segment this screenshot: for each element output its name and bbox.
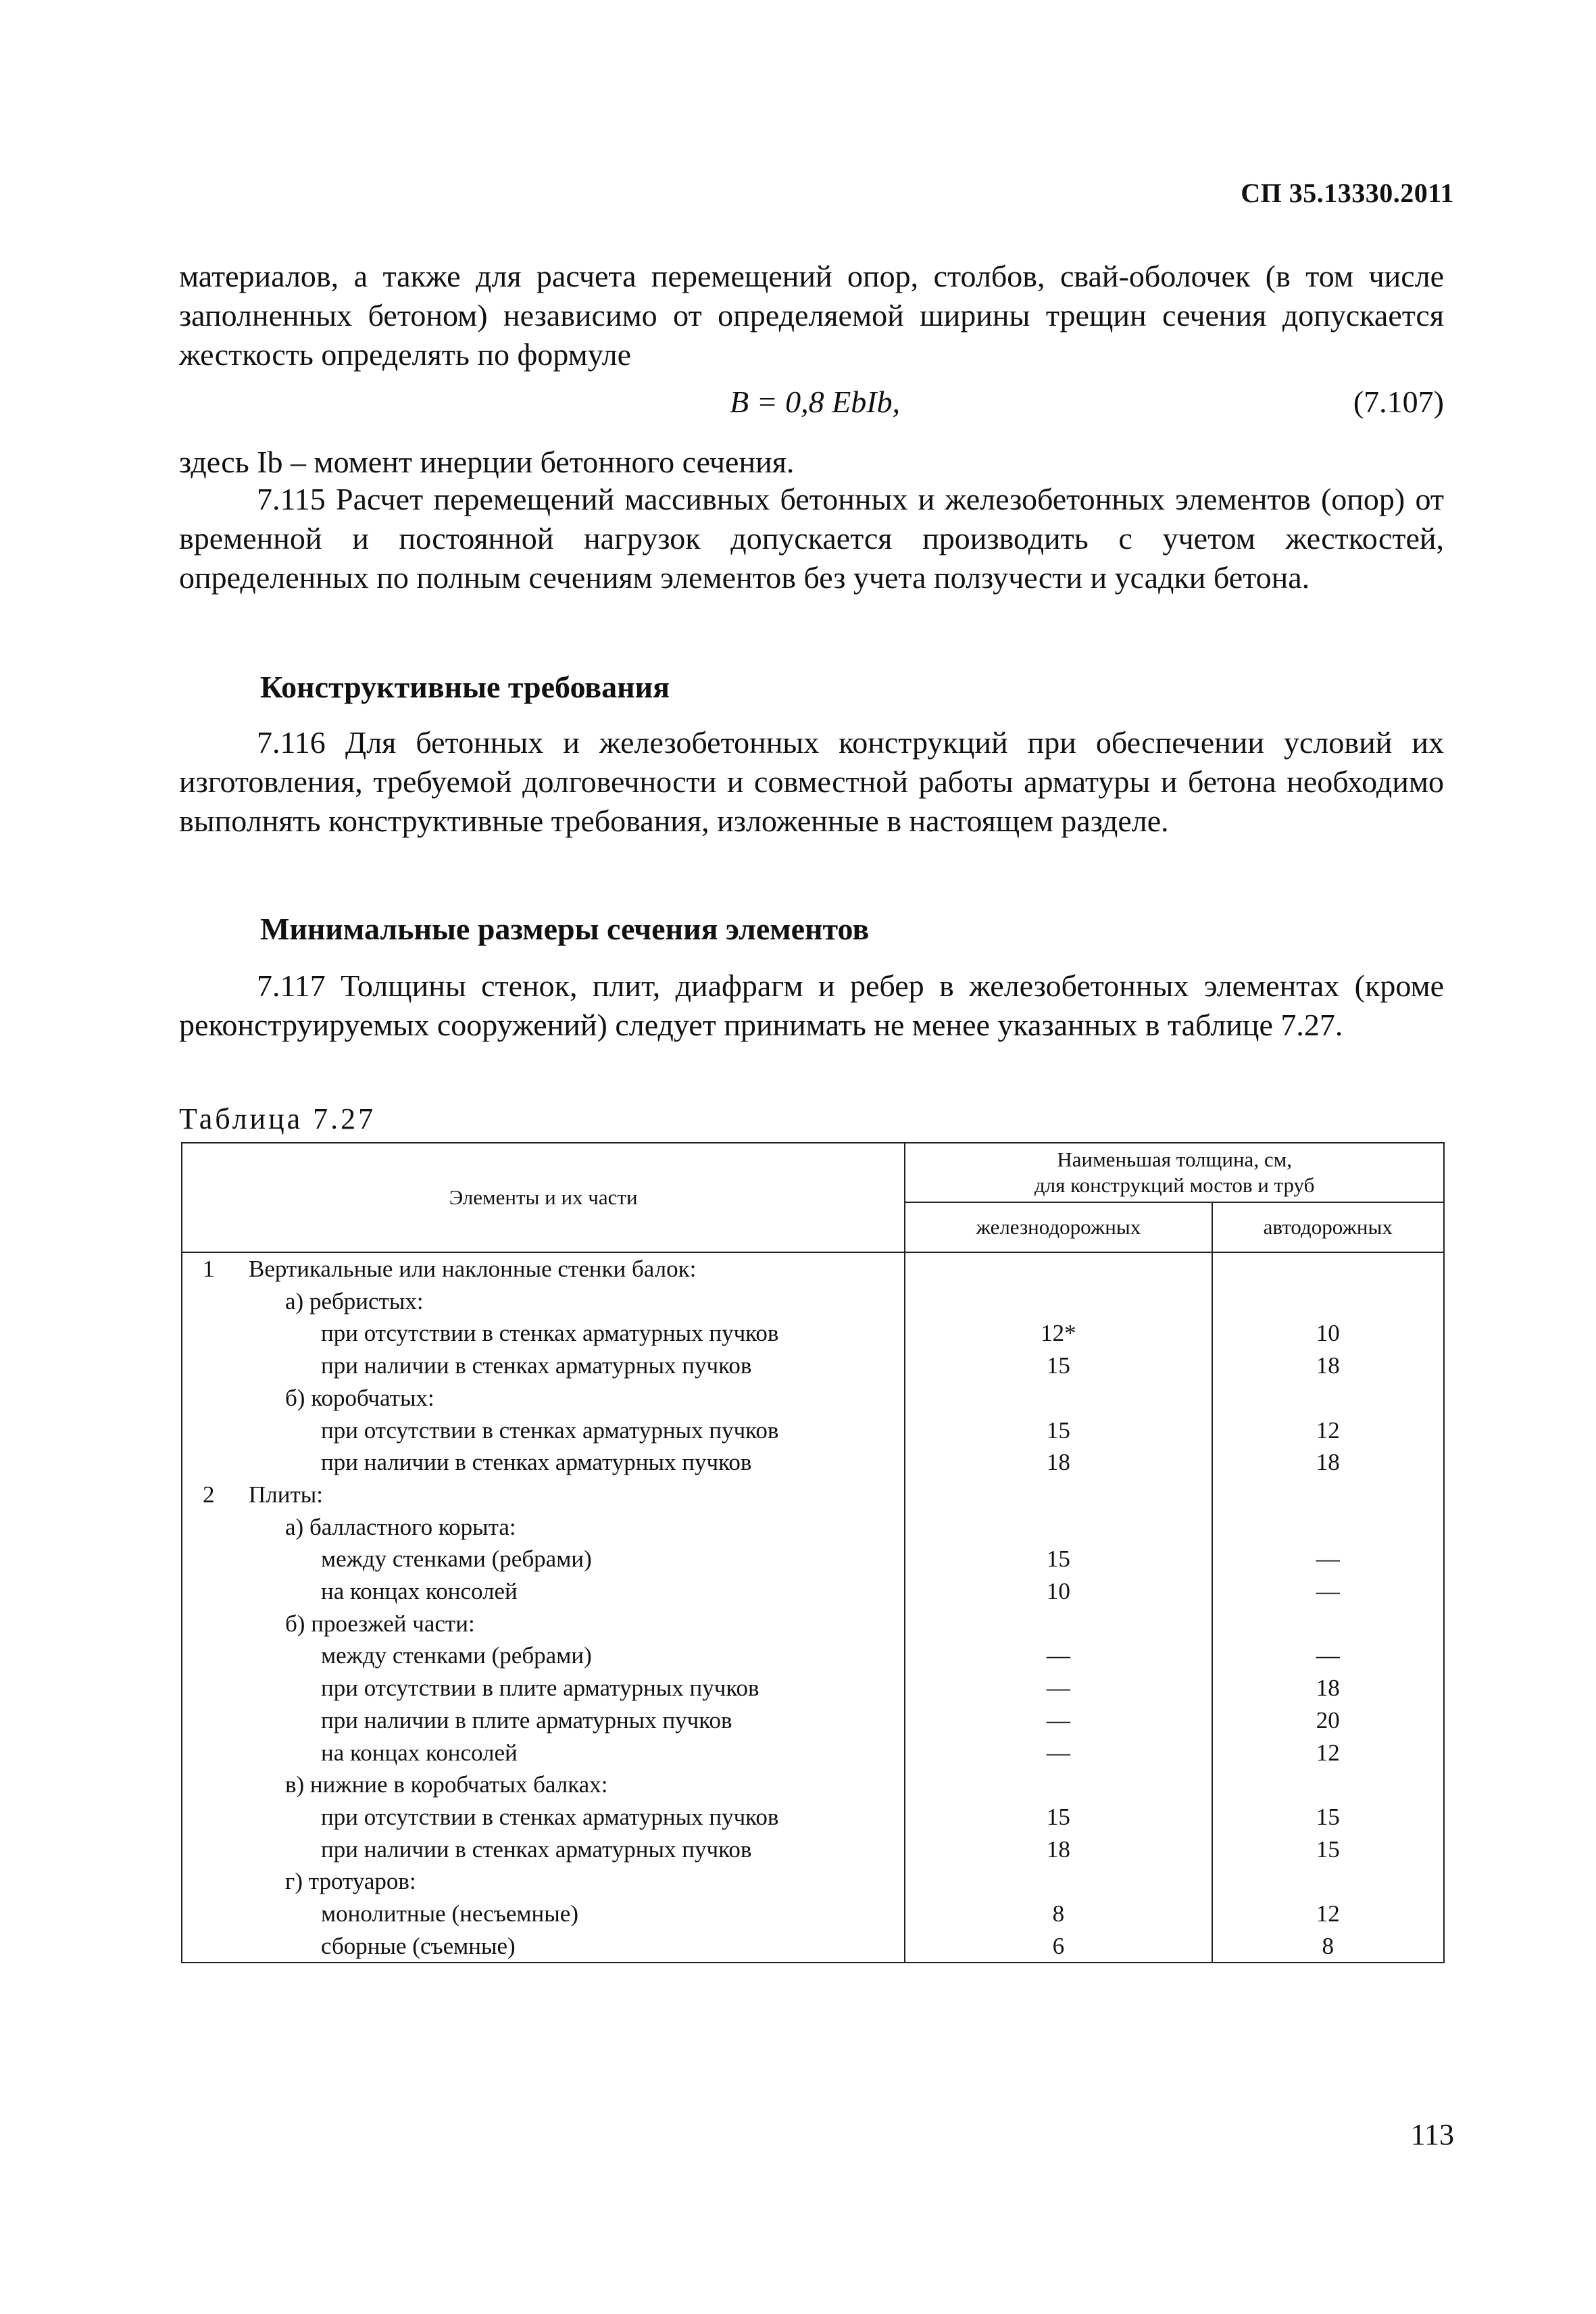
header-roadway: автодорожных [1212,1202,1444,1252]
element-label: между стенками (ребрами) [321,1642,592,1669]
table-row [182,1898,1444,1930]
cell-rail-thickness: 18 [905,1833,1212,1866]
cell-road-thickness [1212,1608,1444,1640]
cell-road-thickness: — [1212,1543,1444,1575]
section-title-minimum-dimensions: Минимальные размеры сечения элементов [260,912,870,946]
cell-road-thickness: — [1212,1640,1444,1672]
paragraph-7-117: 7.117 Толщины стенок, плит, диафрагм и ребер в железобетонных элементах (кроме реконструируемых сооружений) следует принимать не менее указанных в таблице 7.27. [179,968,1444,1042]
cell-rail-thickness: 15 [905,1350,1212,1382]
cell-road-thickness: 18 [1212,1672,1444,1704]
cell-element [182,1382,905,1414]
table-row [182,1252,1444,1285]
paragraph-7-115: 7.115 Расчет перемещений массивных бетонных и железобетонных элементов (опор) от временной и постоянной нагрузок допускается производить с учетом жесткостей, определенных по полным сечениям элементов без учета ползучести и усадки бетона. [179,482,1444,595]
formula-number: (7.107) [1353,385,1444,419]
cell-element [182,1252,905,1285]
element-label: при отсутствии в плите арматурных пучков [321,1675,759,1702]
element-label: б) коробчатых: [285,1384,434,1411]
cell-element [182,1350,905,1382]
paragraph-formula-note: здесь Ib – момент инерции бетонного сечения. [179,445,795,479]
element-label: при наличии в стенках арматурных пучков [321,1449,752,1476]
cell-rail-thickness: 8 [905,1898,1212,1930]
cell-element [182,1446,905,1479]
cell-rail-thickness: 6 [905,1930,1212,1963]
element-label: в) нижние в коробчатых балках: [285,1771,608,1798]
element-label: Вертикальные или наклонные стенки балок: [249,1256,697,1282]
formula: B = 0,8 EbIb, [730,385,901,419]
element-label: на концах консолей [321,1578,518,1605]
cell-rail-thickness: — [905,1737,1212,1769]
table-row [182,1865,1444,1898]
element-label: б) проезжей части: [285,1610,475,1637]
cell-rail-thickness: 10 [905,1575,1212,1608]
header-thickness [905,1143,1444,1202]
cell-element [182,1865,905,1898]
cell-rail-thickness: — [905,1672,1212,1704]
cell-element [182,1898,905,1930]
cell-road-thickness: — [1212,1575,1444,1608]
cell-rail-thickness [905,1285,1212,1318]
element-label: а) балластного корыта: [285,1513,516,1540]
cell-rail-thickness: 15 [905,1801,1212,1833]
table-row [182,1479,1444,1511]
cell-road-thickness: 12 [1212,1737,1444,1769]
row-number: 1 [203,1256,215,1282]
cell-rail-thickness: 12* [905,1317,1212,1350]
cell-road-thickness: 8 [1212,1930,1444,1963]
cell-road-thickness: 12 [1212,1414,1444,1447]
cell-element [182,1833,905,1866]
element-label: при отсутствии в стенках арматурных пучков [321,1320,779,1347]
cell-road-thickness: 12 [1212,1898,1444,1930]
element-label: Плиты: [249,1481,324,1508]
cell-rail-thickness: 15 [905,1543,1212,1575]
cell-element [182,1479,905,1511]
cell-element [182,1414,905,1447]
table-row [182,1382,1444,1414]
table-row [182,1608,1444,1640]
table-row [182,1350,1444,1382]
table-row [182,1511,1444,1544]
element-label: на концах консолей [321,1739,518,1766]
element-label: при наличии в стенках арматурных пучков [321,1836,752,1863]
element-label: а) ребристых: [285,1287,424,1314]
element-label: сборные (съемные) [321,1932,516,1959]
header-thickness-line1: Наименьшая толщина, см, [1057,1148,1292,1171]
table-body [182,1252,1444,1963]
cell-rail-thickness: 15 [905,1414,1212,1447]
formula-row [179,384,1444,423]
cell-rail-thickness [905,1382,1212,1414]
cell-road-thickness: 10 [1212,1317,1444,1350]
table-row [182,1317,1444,1350]
paragraph-intro: материалов, а также для расчета перемещений опор, столбов, свай-оболочек (в том числе заполненных бетоном) независимо от определяемой ширины трещин сечения допускается жесткость определять по формуле [179,259,1444,372]
row-number: 2 [203,1481,215,1508]
table-row [182,1769,1444,1801]
table-row [182,1704,1444,1737]
table-row [182,1543,1444,1575]
cell-rail-thickness [905,1479,1212,1511]
cell-rail-thickness [905,1608,1212,1640]
cell-rail-thickness [905,1252,1212,1285]
cell-road-thickness: 18 [1212,1446,1444,1479]
cell-road-thickness [1212,1285,1444,1318]
table-row [182,1414,1444,1447]
element-label: г) тротуаров: [285,1868,416,1895]
table-row [182,1737,1444,1769]
cell-element [182,1672,905,1704]
element-label: при наличии в плите арматурных пучков [321,1706,732,1733]
cell-element [182,1608,905,1640]
table-row [182,1575,1444,1608]
element-label: при отсутствии в стенках арматурных пучков [321,1803,779,1830]
cell-element [182,1575,905,1608]
table-row [182,1930,1444,1963]
table-caption: Таблица 7.27 [179,1102,376,1135]
table-row [182,1285,1444,1318]
cell-element [182,1801,905,1833]
cell-road-thickness [1212,1769,1444,1801]
cell-rail-thickness: — [905,1704,1212,1737]
cell-element [182,1930,905,1963]
header-thickness-line2: для конструкций мостов и труб [1034,1173,1315,1197]
table-row [182,1801,1444,1833]
cell-element [182,1769,905,1801]
cell-rail-thickness [905,1769,1212,1801]
cell-road-thickness: 15 [1212,1833,1444,1866]
cell-element [182,1285,905,1318]
cell-road-thickness [1212,1865,1444,1898]
cell-element [182,1317,905,1350]
cell-element [182,1640,905,1672]
cell-rail-thickness [905,1865,1212,1898]
cell-rail-thickness [905,1511,1212,1544]
cell-element [182,1704,905,1737]
cell-road-thickness: 18 [1212,1350,1444,1382]
cell-road-thickness [1212,1511,1444,1544]
element-label: при наличии в стенках арматурных пучков [321,1352,752,1379]
element-label: между стенками (ребрами) [321,1546,592,1573]
paragraph-7-116: 7.116 Для бетонных и железобетонных конструкций при обеспечении условий их изготовления, требуемой долговечности и совместной работы арматуры и бетона необходимо выполнять конструктивные требования, изложенные в настоящем разделе. [179,725,1444,838]
cell-road-thickness [1212,1382,1444,1414]
document-code: СП 35.13330.2011 [1241,178,1454,208]
header-elements: Элементы и их части [182,1143,905,1252]
table-row [182,1640,1444,1672]
page-number: 113 [1410,2118,1454,2151]
cell-road-thickness: 20 [1212,1704,1444,1737]
element-label: монолитные (несъемные) [321,1900,578,1927]
element-label: при отсутствии в стенках арматурных пучков [321,1417,779,1444]
cell-element [182,1543,905,1575]
cell-road-thickness: 15 [1212,1801,1444,1833]
table-row [182,1672,1444,1704]
cell-element [182,1737,905,1769]
table-row [182,1446,1444,1479]
cell-road-thickness [1212,1479,1444,1511]
cell-rail-thickness: 18 [905,1446,1212,1479]
header-railway: железнодорожных [905,1202,1212,1252]
thickness-table [181,1142,1445,1963]
table-row [182,1833,1444,1866]
cell-element [182,1511,905,1544]
cell-rail-thickness: — [905,1640,1212,1672]
section-title-design-requirements: Конструктивные требования [260,670,670,704]
cell-road-thickness [1212,1252,1444,1285]
